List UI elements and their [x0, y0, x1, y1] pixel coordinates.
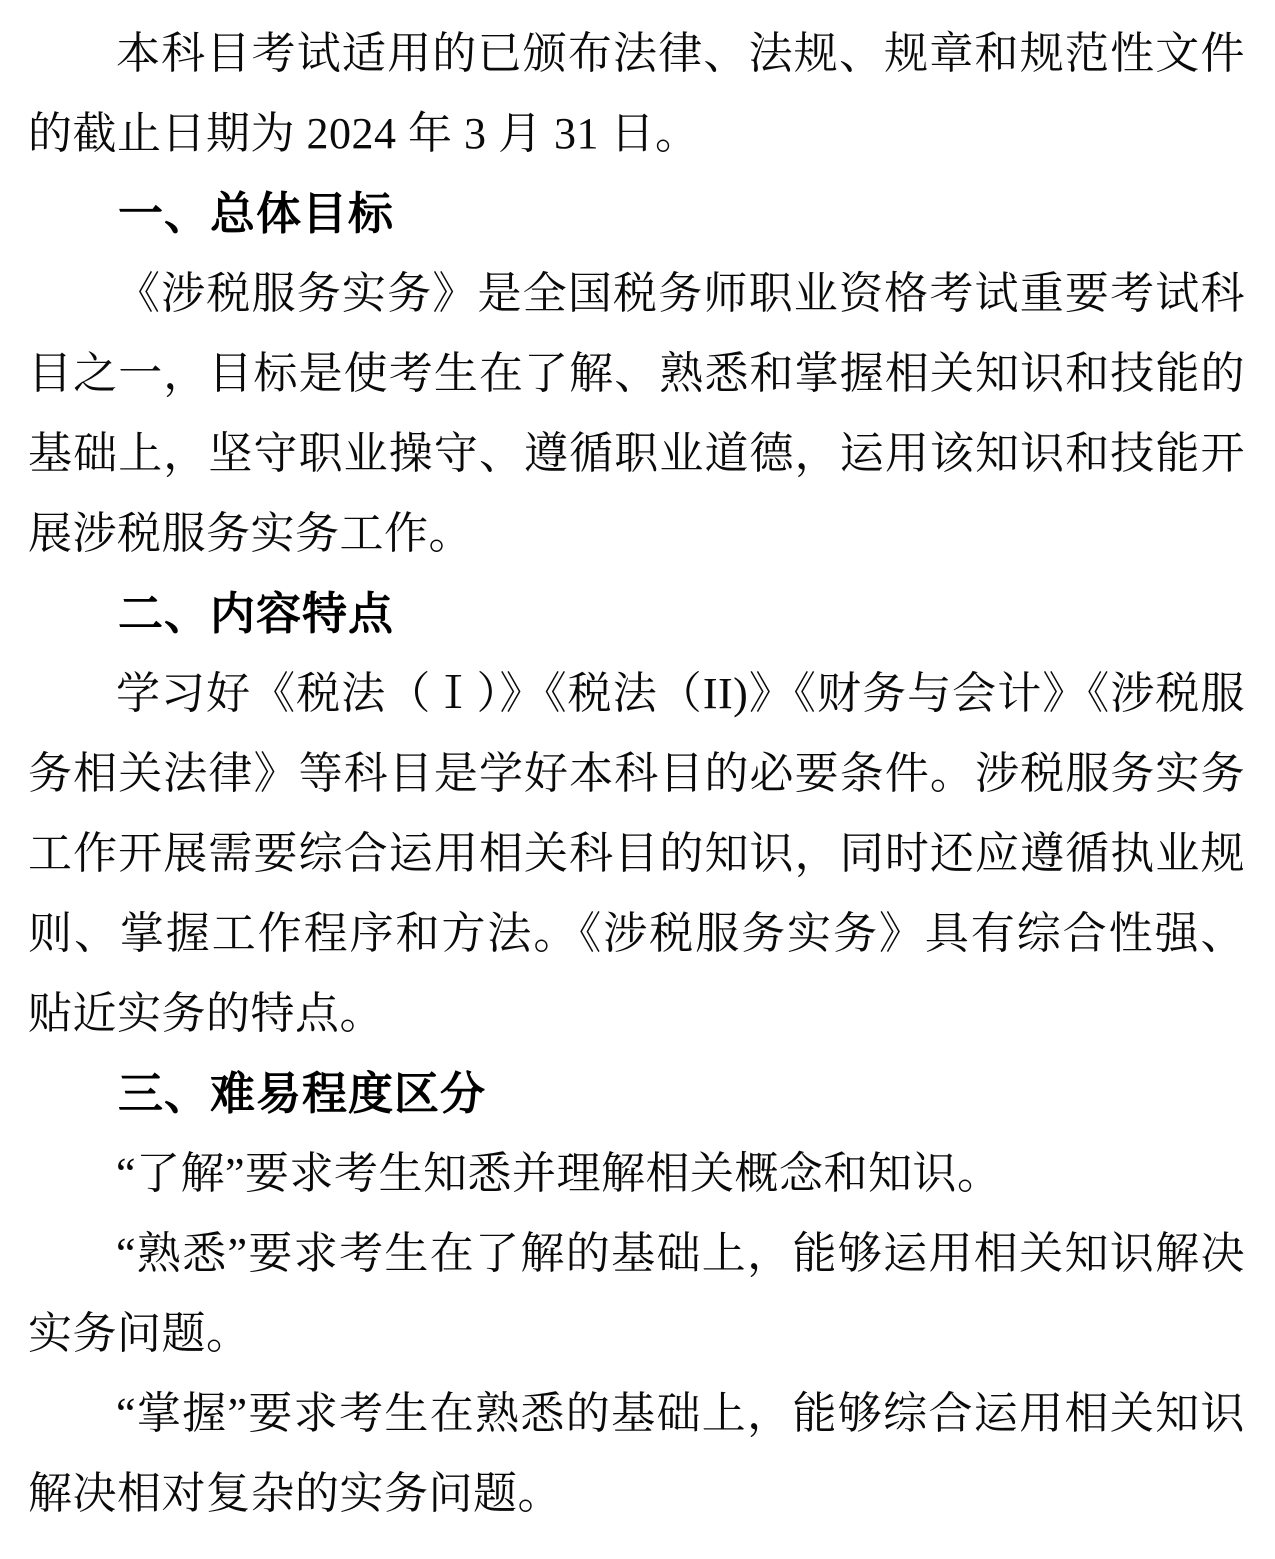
- heading-section-2-content-features: 二、内容特点: [118, 588, 395, 639]
- paragraph-level-shuxi: “熟悉”要求考生在了解的基础上，能够运用相关知识解决实务问题。: [28, 1229, 1245, 1358]
- intro-paragraph-law-cutoff-date: 本科目考试适用的已颁布法律、法规、规章和规范性文件的截止日期为 2024 年 3 月 31 日。: [28, 29, 1245, 158]
- paragraph-level-liaojie: “了解”要求考生知悉并理解相关概念和知识。: [116, 1149, 1002, 1198]
- paragraph-content-features: 学习好《税法（Ⅰ）》《税法（II)》《财务与会计》《涉税服务相关法律》等科目是学好本科目的必要条件。涉税服务实务工作开展需要综合运用相关科目的知识，同时还应遵循执业规则、掌握工作程序和方法。《涉税服务实务》具有综合性强、贴近实务的特点。: [28, 669, 1245, 1038]
- heading-section-1-overall-goals: 一、总体目标: [118, 188, 395, 239]
- heading-section-3-difficulty-levels: 三、难易程度区分: [118, 1068, 487, 1119]
- paragraph-overall-goals: 《涉税服务实务》是全国税务师职业资格考试重要考试科目之一，目标是使考生在了解、熟悉和掌握相关知识和技能的基础上，坚守职业操守、遵循职业道德，运用该知识和技能开展涉税服务实务工作。: [28, 269, 1245, 558]
- paragraph-level-zhangwo: “掌握”要求考生在熟悉的基础上，能够综合运用相关知识解决相对复杂的实务问题。: [28, 1389, 1245, 1518]
